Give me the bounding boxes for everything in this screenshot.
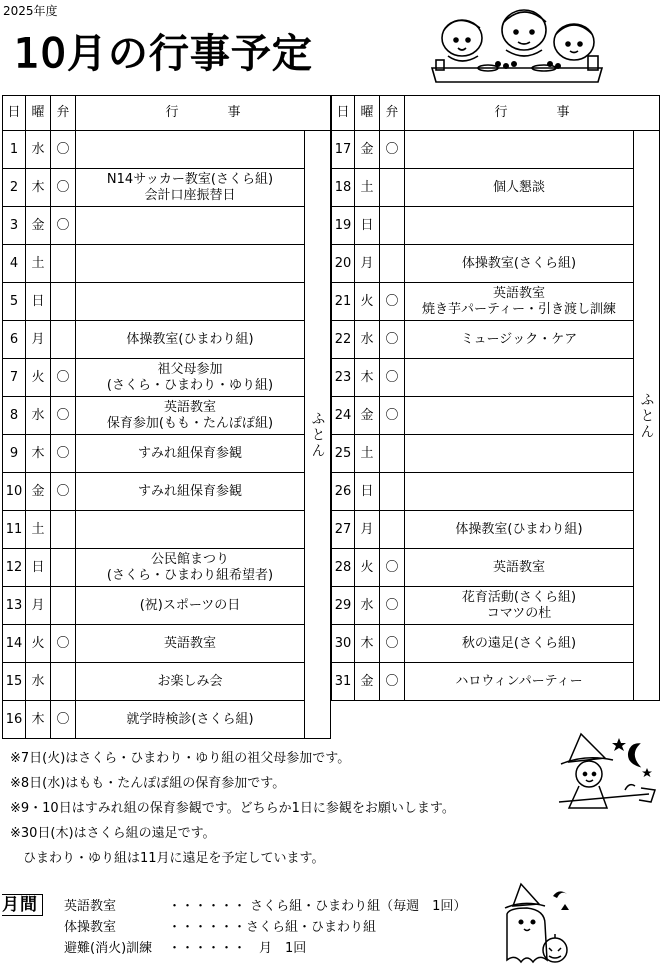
bento-cell: 〇	[51, 359, 76, 397]
table-row	[3, 321, 331, 359]
event-cell	[76, 131, 305, 169]
note-line: ※8日(水)はもも・たんぽぽ組の保育参加です。	[10, 776, 286, 791]
table-row	[3, 549, 331, 587]
futon-column: ふとん	[305, 131, 331, 739]
event-cell	[405, 397, 634, 435]
table-row	[3, 511, 331, 549]
day-cell: 13	[3, 587, 26, 625]
header-bento: 弁	[51, 96, 76, 131]
bento-cell	[51, 663, 76, 701]
event-cell: 祖父母参加 (さくら・ひまわり・ゆり組)	[76, 359, 305, 397]
day-cell: 2	[3, 169, 26, 207]
event-cell: 花育活動(さくら組) コマツの杜	[405, 587, 634, 625]
bento-cell	[380, 169, 405, 207]
table-row	[332, 435, 660, 473]
schedule-table-right	[331, 95, 660, 701]
table-header-row	[332, 96, 660, 131]
table-row	[332, 359, 660, 397]
bento-cell: 〇	[380, 283, 405, 321]
weekday-cell: 木	[26, 701, 51, 739]
weekday-cell: 水	[26, 397, 51, 435]
bento-cell	[380, 473, 405, 511]
table-row	[3, 283, 331, 321]
header-weekday: 曜	[355, 96, 380, 131]
event-cell: 英語教室	[405, 549, 634, 587]
event-cell	[76, 283, 305, 321]
event-cell: 秋の遠足(さくら組)	[405, 625, 634, 663]
event-cell: 個人懇談	[405, 169, 634, 207]
event-cell: すみれ組保育参観	[76, 435, 305, 473]
day-cell: 3	[3, 207, 26, 245]
weekday-cell: 月	[26, 321, 51, 359]
page-title: 10月の行事予定	[14, 31, 313, 77]
event-cell	[405, 473, 634, 511]
event-cell: 英語教室 焼き芋パーティー・引き渡し訓練	[405, 283, 634, 321]
table-row	[3, 245, 331, 283]
day-cell: 25	[332, 435, 355, 473]
header-bento: 弁	[380, 96, 405, 131]
day-cell: 9	[3, 435, 26, 473]
monthly-label: 月間	[2, 894, 43, 916]
bento-cell: 〇	[380, 359, 405, 397]
table-row	[3, 397, 331, 435]
schedule-table-left	[2, 95, 331, 739]
day-cell: 4	[3, 245, 26, 283]
weekday-cell: 日	[355, 473, 380, 511]
table-row	[332, 207, 660, 245]
bento-cell	[51, 511, 76, 549]
header-event: 行 事	[76, 96, 331, 131]
bento-cell: 〇	[51, 207, 76, 245]
note-line: ※9・10日はすみれ組の保育参観です。どちらか1日に参観をお願いします。	[10, 801, 455, 816]
weekday-cell: 金	[26, 207, 51, 245]
event-cell: N14サッカー教室(さくら組) 会計口座振替日	[76, 169, 305, 207]
bento-cell: 〇	[51, 473, 76, 511]
weekday-cell: 火	[26, 359, 51, 397]
day-cell: 6	[3, 321, 26, 359]
header-event: 行 事	[405, 96, 660, 131]
witch-on-broom-icon	[555, 728, 657, 816]
weekday-cell: 金	[26, 473, 51, 511]
header-weekday: 曜	[26, 96, 51, 131]
table-row	[3, 169, 331, 207]
weekday-cell: 火	[26, 625, 51, 663]
bento-cell	[380, 511, 405, 549]
day-cell: 18	[332, 169, 355, 207]
bento-cell: 〇	[51, 701, 76, 739]
bento-cell: 〇	[380, 587, 405, 625]
children-eating-icon	[428, 4, 606, 88]
day-cell: 23	[332, 359, 355, 397]
table-row	[332, 625, 660, 663]
event-cell: すみれ組保育参観	[76, 473, 305, 511]
note-line: ※7日(火)はさくら・ひまわり・ゆり組の祖父母参加です。	[10, 751, 351, 766]
day-cell: 30	[332, 625, 355, 663]
weekday-cell: 木	[26, 435, 51, 473]
note-line: ひまわり・ゆり組は11月に遠足を予定しています。	[10, 851, 325, 866]
event-cell: 体操教室(ひまわり組)	[76, 321, 305, 359]
event-cell: 体操教室(さくら組)	[405, 245, 634, 283]
halloween-ghost-icon	[495, 880, 577, 966]
event-cell	[405, 435, 634, 473]
table-row	[332, 131, 660, 169]
table-row	[332, 321, 660, 359]
table-row	[3, 701, 331, 739]
day-cell: 22	[332, 321, 355, 359]
event-cell	[76, 245, 305, 283]
event-cell: 英語教室 保育参加(もも・たんぽぽ組)	[76, 397, 305, 435]
weekday-cell: 金	[355, 397, 380, 435]
event-cell: ミュージック・ケア	[405, 321, 634, 359]
event-cell	[405, 131, 634, 169]
table-row	[332, 587, 660, 625]
bento-cell	[380, 207, 405, 245]
weekday-cell: 月	[355, 511, 380, 549]
weekday-cell: 土	[26, 245, 51, 283]
event-cell: お楽しみ会	[76, 663, 305, 701]
day-cell: 24	[332, 397, 355, 435]
day-cell: 12	[3, 549, 26, 587]
event-cell: 体操教室(ひまわり組)	[405, 511, 634, 549]
header-day: 日	[332, 96, 355, 131]
day-cell: 11	[3, 511, 26, 549]
table-row	[3, 207, 331, 245]
weekday-cell: 月	[355, 245, 380, 283]
bento-cell: 〇	[51, 625, 76, 663]
table-row	[332, 397, 660, 435]
weekday-cell: 日	[26, 549, 51, 587]
weekday-cell: 金	[355, 131, 380, 169]
table-row	[332, 283, 660, 321]
fiscal-year-label: 2025年度	[3, 4, 58, 18]
bento-cell	[51, 321, 76, 359]
monthly-item: 英語教室 ・・・・・・ さくら組・ひまわり組（毎週 1回）	[64, 899, 467, 914]
note-line: ※30日(木)はさくら組の遠足です。	[10, 826, 216, 841]
day-cell: 20	[332, 245, 355, 283]
header-day: 日	[3, 96, 26, 131]
day-cell: 14	[3, 625, 26, 663]
event-cell: 英語教室	[76, 625, 305, 663]
table-header-row	[3, 96, 331, 131]
weekday-cell: 火	[355, 549, 380, 587]
weekday-cell: 日	[26, 283, 51, 321]
table-row	[3, 359, 331, 397]
weekday-cell: 金	[355, 663, 380, 701]
table-row	[3, 473, 331, 511]
bento-cell: 〇	[380, 397, 405, 435]
bento-cell: 〇	[380, 549, 405, 587]
bento-cell: 〇	[51, 169, 76, 207]
table-row	[3, 663, 331, 701]
bento-cell: 〇	[380, 663, 405, 701]
bento-cell: 〇	[51, 131, 76, 169]
weekday-cell: 火	[355, 283, 380, 321]
event-cell	[405, 207, 634, 245]
bento-cell: 〇	[380, 131, 405, 169]
day-cell: 28	[332, 549, 355, 587]
day-cell: 17	[332, 131, 355, 169]
bento-cell	[51, 283, 76, 321]
table-row	[3, 435, 331, 473]
day-cell: 15	[3, 663, 26, 701]
event-cell	[76, 207, 305, 245]
day-cell: 5	[3, 283, 26, 321]
weekday-cell: 土	[26, 511, 51, 549]
bento-cell	[51, 245, 76, 283]
weekday-cell: 土	[355, 169, 380, 207]
day-cell: 8	[3, 397, 26, 435]
futon-column: ふとん	[634, 131, 660, 701]
notes-section	[10, 746, 455, 871]
day-cell: 1	[3, 131, 26, 169]
table-row	[332, 663, 660, 701]
day-cell: 29	[332, 587, 355, 625]
day-cell: 19	[332, 207, 355, 245]
table-row	[332, 549, 660, 587]
day-cell: 21	[332, 283, 355, 321]
bento-cell: 〇	[51, 397, 76, 435]
event-cell: (祝)スポーツの日	[76, 587, 305, 625]
day-cell: 27	[332, 511, 355, 549]
event-cell	[405, 359, 634, 397]
table-row	[332, 473, 660, 511]
weekday-cell: 水	[26, 663, 51, 701]
monthly-item: 体操教室 ・・・・・・さくら組・ひまわり組	[64, 920, 377, 935]
weekday-cell: 木	[355, 625, 380, 663]
event-cell: 就学時検診(さくら組)	[76, 701, 305, 739]
table-row	[332, 245, 660, 283]
weekday-cell: 土	[355, 435, 380, 473]
table-row	[3, 587, 331, 625]
weekday-cell: 木	[355, 359, 380, 397]
weekday-cell: 木	[26, 169, 51, 207]
bento-cell	[380, 245, 405, 283]
table-row	[332, 169, 660, 207]
weekday-cell: 日	[355, 207, 380, 245]
event-cell: ハロウィンパーティー	[405, 663, 634, 701]
weekday-cell: 月	[26, 587, 51, 625]
weekday-cell: 水	[355, 587, 380, 625]
monthly-item: 避難(消火)訓練 ・・・・・・ 月 1回	[64, 941, 307, 956]
table-row	[3, 625, 331, 663]
bento-cell	[380, 435, 405, 473]
bento-cell	[51, 549, 76, 587]
bento-cell	[51, 587, 76, 625]
weekday-cell: 水	[355, 321, 380, 359]
day-cell: 26	[332, 473, 355, 511]
day-cell: 7	[3, 359, 26, 397]
event-cell: 公民館まつり (さくら・ひまわり組希望者)	[76, 549, 305, 587]
bento-cell: 〇	[51, 435, 76, 473]
bento-cell: 〇	[380, 321, 405, 359]
day-cell: 10	[3, 473, 26, 511]
bento-cell: 〇	[380, 625, 405, 663]
day-cell: 16	[3, 701, 26, 739]
table-row	[3, 131, 331, 169]
event-cell	[76, 511, 305, 549]
table-row	[332, 511, 660, 549]
monthly-list	[64, 896, 466, 959]
day-cell: 31	[332, 663, 355, 701]
weekday-cell: 水	[26, 131, 51, 169]
